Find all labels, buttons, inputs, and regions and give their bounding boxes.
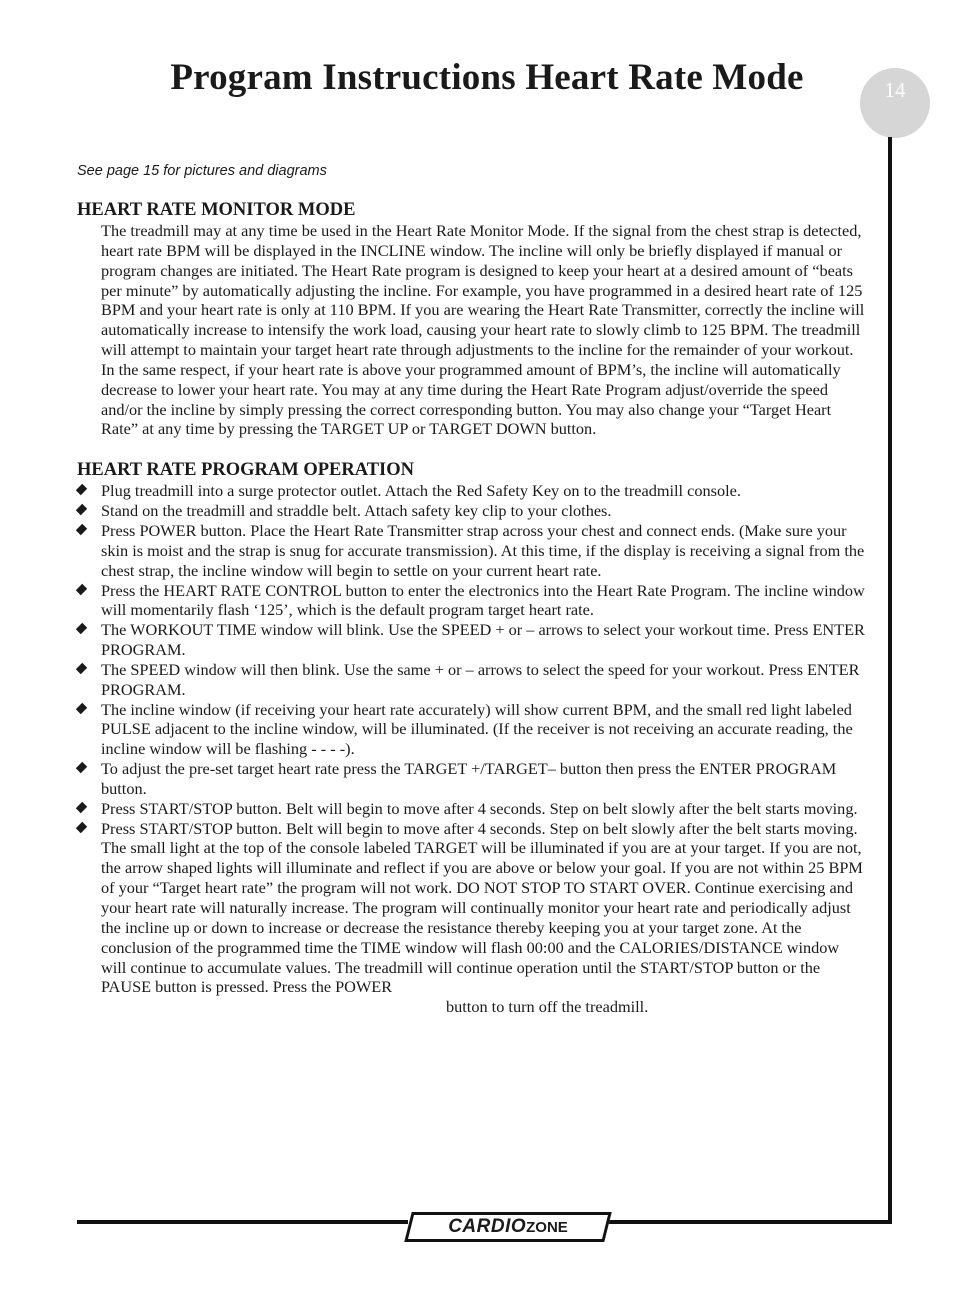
diamond-bullet-icon <box>76 583 87 594</box>
step-text: The incline window (if receiving your heart rate accurately) will show current BPM, and the small red light labeled PULSE adjacent to the incline window, will be illuminated. (If the receiver is not receiving an accurate reading, the incline window will be flashing - - - -). <box>101 699 853 759</box>
logo-zone-text: ZONE <box>526 1219 568 1236</box>
step-text: To adjust the pre-set target heart rate press the TARGET +/TARGET– button then press the ENTER PROGRAM button. <box>101 759 837 798</box>
diamond-bullet-icon <box>76 821 87 832</box>
right-border-line <box>888 137 892 1224</box>
diamond-bullet-icon <box>76 762 87 773</box>
list-item <box>77 660 867 700</box>
cardiozone-logo <box>404 1212 611 1242</box>
list-item <box>77 501 867 521</box>
diamond-bullet-icon <box>76 524 87 535</box>
step-text: The WORKOUT TIME window will blink. Use the SPEED + or – arrows to select your workout time. Press ENTER PROGRAM. <box>101 620 865 660</box>
step-text: Press the HEART RATE CONTROL button to enter the electronics into the Heart Rate Program. The incline window will momentarily flash ‘125’, which is the default program target heart rate. <box>101 580 865 620</box>
page-title: Program Instructions Heart Rate Mode <box>170 57 804 98</box>
step-text: Press START/STOP button. Belt will begin to move after 4 seconds. Step on belt slowly after the belt starts moving. <box>101 818 858 838</box>
list-item <box>77 799 867 819</box>
step-text: Press START/STOP button. Belt will begin to move after 4 seconds. Step on belt slowly after the belt starts moving. <box>101 798 858 818</box>
section-heading-monitor-mode: HEART RATE MONITOR MODE <box>77 200 356 220</box>
list-item <box>77 700 867 760</box>
diamond-bullet-icon <box>76 504 87 515</box>
list-item <box>77 521 867 581</box>
diamond-bullet-icon <box>76 623 87 634</box>
operation-steps-list <box>77 481 867 838</box>
section-heading-program-operation: HEART RATE PROGRAM OPERATION <box>77 460 414 481</box>
logo-cardio-text: CARDIO <box>448 1216 527 1237</box>
diamond-bullet-icon <box>76 663 87 674</box>
footer-rule-right <box>606 1220 892 1224</box>
page-number-badge: 14 <box>860 68 930 138</box>
closing-last-line: button to turn off the treadmill. <box>446 997 649 1017</box>
main-content <box>77 199 867 1017</box>
closing-paragraph: The small light at the top of the console labeled TARGET will be illuminated if you are at your target. If you are not, the arrow shaped lights will illuminate and reflect if you are above or below your goal. If you are not within 25 BPM of your “Target heart rate” the program will not work. DO NOT STOP TO START OVER. Continue exercising and your heart rate will naturally increase. The program will continually monitor your heart rate and periodically adjust the incline up or down to increase or decrease the resistance thereby keeping you at your target zone. At the conclusion of the programmed time the TIME window will flash 00:00 and the CALORIES/DISTANCE window will continue to accumulate values. The treadmill will continue operation until the START/STOP button or the PAUSE button is pressed. Press the POWER <box>101 838 863 997</box>
monitor-mode-paragraph: The treadmill may at any time be used in the Heart Rate Monitor Mode. If the signal from the chest strap is detected, heart rate BPM will be displayed in the INCLINE window. The incline will only be briefly displayed if manual or program changes are initiated. The Heart Rate program is designed to keep your heart at a desired amount of “beats per minute” by automatically adjusting the incline. For example, you have programmed in a desired heart rate of 125 BPM and your heart rate is only at 110 BPM. If you are wearing the Heart Rate Transmitter, correctly the incline will automatically increase to intensify the work load, causing your heart rate to slowly climb to 125 BPM. The treadmill will attempt to maintain your target heart rate through adjustments to the incline for the remainder of your workout. In the same respect, if your heart rate is above your programmed amount of BPM’s, the incline will automatically decrease to lower your heart rate. You may at any time during the Heart Rate Program adjust/override the speed and/or the incline by simply pressing the correct corresponding button. You may also change your “Target Heart Rate” at any time by pressing the TARGET UP or TARGET DOWN button. <box>101 221 865 439</box>
list-item <box>77 481 867 501</box>
list-item <box>77 759 867 799</box>
diamond-bullet-icon <box>76 802 87 813</box>
list-item <box>77 581 867 621</box>
list-item <box>77 620 867 660</box>
step-text: Plug treadmill into a surge protector outlet. Attach the Red Safety Key on to the treadmill console. <box>101 481 741 501</box>
step-text: Stand on the treadmill and straddle belt. Attach safety key clip to your clothes. <box>101 501 612 521</box>
diagram-reference-note: See page 15 for pictures and diagrams <box>77 163 327 179</box>
list-item <box>77 819 867 839</box>
step-text: The SPEED window will then blink. Use the same + or – arrows to select the speed for your workout. Press ENTER PROGRAM. <box>101 659 860 699</box>
step-text: Press POWER button. Place the Heart Rate Transmitter strap across your chest and connect ends. (Make sure your skin is moist and the strap is snug for accurate transmission). At this time, if the display is receiving a signal from the chest strap, the incline window will begin to settle on your current heart rate. <box>101 520 865 580</box>
diamond-bullet-icon <box>76 484 87 495</box>
footer-rule-left <box>77 1220 408 1224</box>
diamond-bullet-icon <box>76 702 87 713</box>
